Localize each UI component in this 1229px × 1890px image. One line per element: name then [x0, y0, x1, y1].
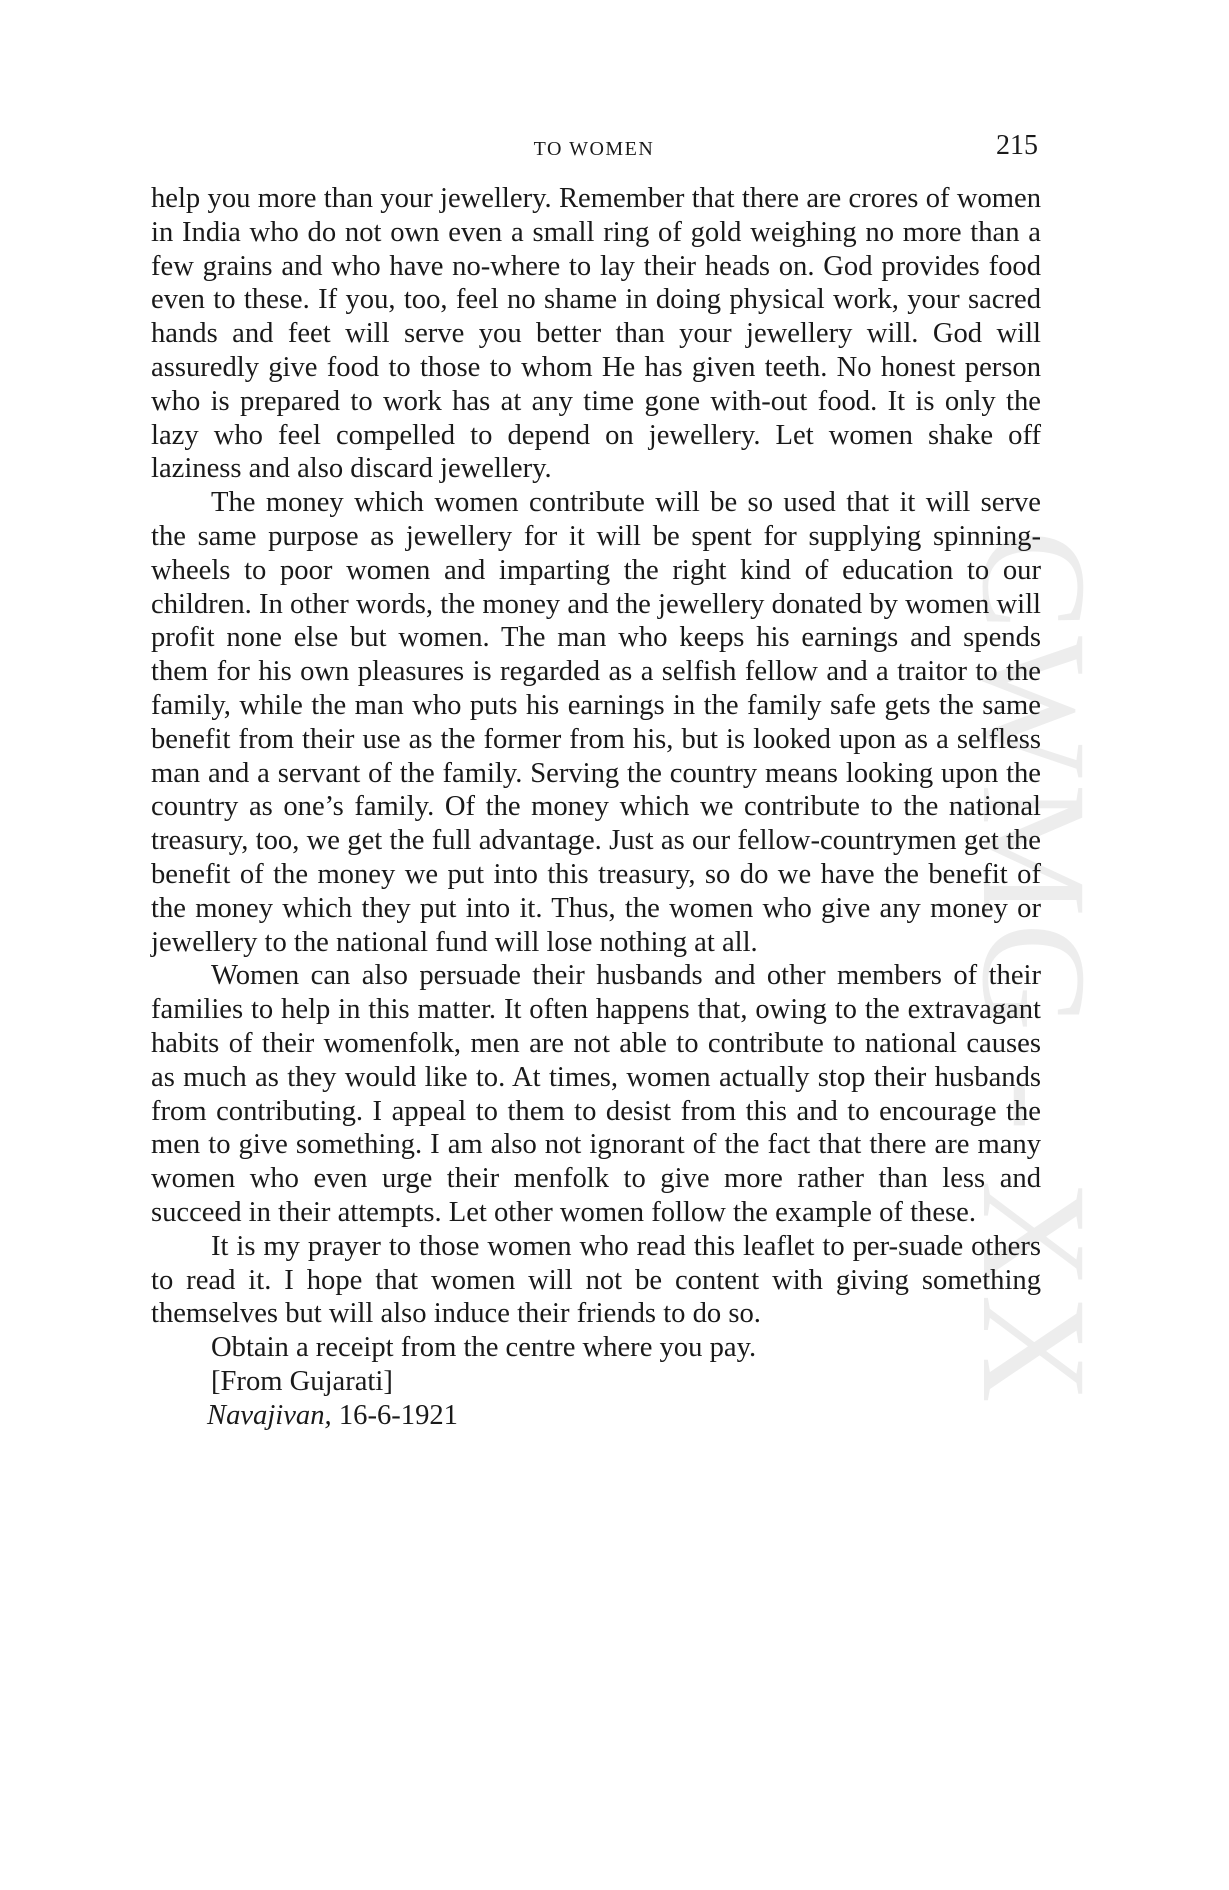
citation — [151, 1399, 1041, 1433]
running-title: TO WOMEN — [533, 138, 655, 160]
closing-line: Obtain a receipt from the centre where you pay. — [211, 1332, 757, 1364]
citation-title: Navajivan, — [207, 1399, 332, 1431]
paragraph-4: It is my prayer to those women who read this leaflet to per-suade others to read it. I hope that women will not be content with giving something themselves but will also induce their friends to do so. — [151, 1230, 1041, 1330]
source-note: [From Gujarati] — [211, 1365, 393, 1397]
page-number: 215 — [996, 130, 1038, 161]
watermark-text: CWMG - XX — [951, 530, 1117, 1409]
citation-date: 16-6-1921 — [338, 1399, 458, 1431]
running-head — [150, 130, 1038, 170]
paragraph-3: Women can also persuade their husbands and other members of their families to help in this matter. It often happens that, owing to the extravagant habits of their womenfolk, men are not able to contribute to national causes as much as they would like to. At times, women actually stop their husbands from contributing. I appeal to them to desist from this and to encourage the men to give something. I am also not ignorant of the fact that there are many women who even urge their menfolk to give more rather than less and succeed in their attempts. Let other women follow the example of these. — [151, 960, 1041, 1228]
text-body — [151, 182, 1041, 1432]
paragraph-1: help you more than your jewellery. Remember that there are crores of women in India who do not own even a small ring of gold weighing no more than a few grains and who have no-where to lay their heads on. God provides food even to these. If you, too, feel no shame in doing physical work, your sacred hands and feet will serve you better than your jewellery will. God will assuredly give food to those to whom He has given teeth. No honest person who is prepared to work has at any time gone with-out food. It is only the lazy who feel compelled to depend on jewellery. Let women shake off laziness and also discard jewellery. — [151, 183, 1041, 485]
paragraph-2: The money which women contribute will be so used that it will serve the same purpose as jewellery for it will be spent for supplying spinning-wheels to poor women and imparting the right kind of education to our children. In other words, the money and the jewellery donated by women will profit none else but women. The man who keeps his earnings and spends them for his own pleasures is regarded as a selfish fellow and a traitor to the family, while the man who puts his earnings in the family safe gets the same benefit from their use as the former from his, but is looked upon as a selfless man and a servant of the family. Serving the country means looking upon the country as one’s family. Of the money which we contribute to the national treasury, too, we get the full advantage. Just as our fellow-countrymen get the benefit of the money we put into this treasury, so do we have the benefit of the money which they put into it. Thus, the women who give any money or jewellery to the national fund will lose nothing at all. — [151, 487, 1041, 958]
